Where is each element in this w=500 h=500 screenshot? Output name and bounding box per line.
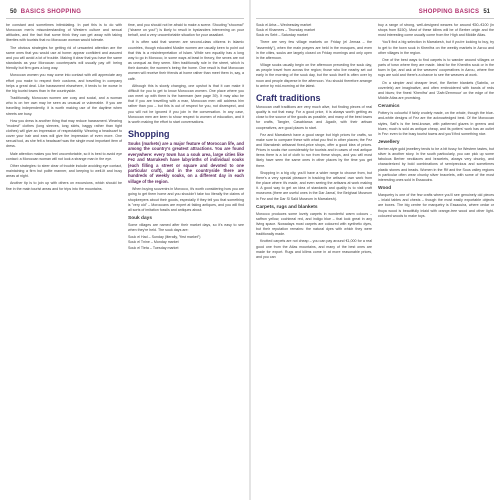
paragraph: be constant and sometimes intimidating. In part this is to do with Moroccan men's misunderstanding of Western culture and sexual attitudes, and the fact that some think they can get away with taking liberties with tourists that no Moroccan woman would tolerate. <box>6 23 122 43</box>
right-columns <box>256 23 494 500</box>
left-column-2 <box>128 23 244 500</box>
right-column-2 <box>378 23 494 500</box>
paragraph: Male attention makes you feel uncomfortable, so it is best to avoid eye contact: a Moroccan woman will not look a strange man in the eye. <box>6 151 122 161</box>
paragraph: Fez and Marrakesh have a good range but high prices for crafts, so make sure to compare these with what you find in other places; the Fez and Marrakesh artisanat fixed-price shops, offer a good idea of prices. Prices in souks rise considerably for tourists and in cases of real antique items there is a lot of cloth to run from these shops, and you will most likely have seen the same ones in other places by the time you get there. <box>256 132 372 168</box>
paragraph: How you dress is another thing that may reduce harassment. Wearing "modest" clothes (long sleeves, long skirts, baggy rather than tight clothes) will give an impression of respectability. Wearing a headscarf to cover your hair and ears will give the impression of even more. One sexual tool, as she felt a headscarf was the single most important item of dress. <box>6 118 122 149</box>
left-running-header <box>6 6 244 19</box>
paragraph: Other strategies: to steer clear of trouble include avoiding eye contact, maintaining a firm but polite manner, and keeping to well-lit and busy areas at night. <box>6 163 122 179</box>
paragraph: Moroccan craft traditions are very much alive, but finding pieces of real quality is not that easy. For a good price, it is always worth getting as close to the source of the goods as possible, and many of the best towns for crafts, Tangier, Casablanca and Agadir, with their artisan cooperatives, are good places to start. <box>256 104 372 130</box>
list-item: Souk el Tnine – Monday market <box>128 240 179 245</box>
ceramics-heading: Ceramics <box>378 104 400 110</box>
paragraph: Shopping in a big city, you'll have a wider range to choose from, but there's a very special pleasure in tracking the artisans' own work from the place where it's made, and even seeing the artisans at work making it. A good way to get an idea of standards and quality is to visit craft museums (there are useful ones in the Dar Jamaï, the Belghazi Museum in Fez and the Dar Si Saïd Museum in Marrakesh). <box>256 170 372 201</box>
craft-traditions-heading: Craft traditions <box>256 92 321 103</box>
list-item: Souk el Arba – Wednesday market <box>256 23 312 27</box>
paragraph: Another tip is to join up with others on excursions, which should be fine in the main tourist areas and for trips into the mountains. <box>6 181 122 191</box>
souk-days-list <box>128 235 244 250</box>
paragraph: You'll find a big selection in Marrakesh, but if you're looking to buy, try to get to the town souk in Khenifra on the weekly markets in Azrou and other villages in the region. <box>378 40 494 55</box>
souk-days-heading: Souk days <box>128 216 152 221</box>
paragraph: It is often said that women are second-class citizens in Islamic countries, though educated Muslim women are usually keen to point out that this is a misinterpretation of Islam. While sex equality has a long way to go in Morocco, in some ways at least in theory, the sexes are not as unequal as they seem. Men traditionally rule in the street, which is their domain; the women's being the home. One result is that Moroccan women will receive their friends at home rather than meet them in, say, a café. <box>128 40 244 81</box>
left-page-number: 50 <box>10 9 17 15</box>
list-item: Souk es Sebt – Saturday market <box>256 33 308 38</box>
souk-days-list-continued <box>256 23 372 38</box>
paragraph: Village souks usually begin on the afternoon preceding the souk day, as people travel from across the region; those who live nearby set out early in the morning of the souk day, but the souk itself is often over by noon and people disperse in the afternoon. You should therefore arrange to arrive by mid-morning at the latest. <box>256 63 372 88</box>
paragraph: Traditionally, Moroccan women are cosy and social, and a woman who is on her own may be seen as unusual or vulnerable. If you are travelling independently, it is worth making use of the daytime when streets are busy. <box>6 96 122 116</box>
right-page <box>250 0 500 500</box>
paragraph: buy a range of strong, well-designed weaves for around €50–€100 (in shops from $150). Most of these kilims will be of Berber origin and the most interesting come usually come from the High and Middle Atlas. <box>378 23 494 38</box>
right-column-1 <box>256 23 372 500</box>
paragraph: When buying souvenirs in Morocco, it's worth considering how you are going to get them home and you shouldn't take too literally the claims of shopkeepers about their goods, especially if they tell you that something is "very old" – Moroccans are expert at faking antiques, and you will find all sorts of imitation fossils and antiques about. <box>128 187 244 212</box>
paragraph: Marquetry is one of the few crafts where you'll see genuinely old pieces – inlaid tables and chests – though the most easily exportable objects are boxes. The big centre for marquetry is Essaouira, where cedar or thuya wood is beautifully inlaid with orange-tree wood and other light-coloured woods to make toys. <box>378 193 494 218</box>
paragraph: Knotted carpets are not cheap – you can pay around €1,000 for a real good one from the Atlas mountains, and many of the best ones are made for export. Rugs and kilims come in at more reasonable prices, and you can <box>256 239 372 259</box>
paragraph: Although this is slowly changing, one upshot is that it can make it difficult for you to get to know Moroccan women. One place where you can meet up with them is the hammam (see page 39). It may also be that if you are travelling with a man, Moroccan men will address him rather than you – but this is out of respect for you, not disrespect, and you will not be ignored if you join in the conversation. In any case, Moroccan men are keen to show respect to women of education, and it is worth making the effort to start conversations. <box>128 83 244 124</box>
paragraph: time, and you should not be afraid to make a scene. Shouting "shooma!" ("shame on you!") is likely to result in bystanders intervening on your behalf, and a very uncomfortable situation for your assailant. <box>128 23 244 38</box>
carpets-heading: Carpets, rugs and blankets <box>256 204 318 210</box>
wood-heading: Wood <box>378 186 392 192</box>
left-section-title: BASICS SHOPPING <box>20 9 82 15</box>
paragraph: There are very few village markets on Friday (el Jemaa – the "assembly"), when the main prayers are held in the mosques, and even in the cities, souks are largely closed on Friday mornings and only open in the afternoon. <box>256 40 372 60</box>
jewellery-heading: Jewellery <box>378 139 400 145</box>
paragraph: The obvious strategies for getting rid of unwanted attention are the same ones that you would use at home: appear confident and assured and you will avoid a lot of trouble. Making it clear that you have the same standards as your Moroccan counterparts will usually pay off: being friendly but firm goes a long way. <box>6 45 122 71</box>
paragraph: Some villages are named after their market days, so it's easy to see when they're held. The souk days are: <box>128 223 244 233</box>
paragraph: Berber-style gold jewellery tends to be a bit fussy for Western tastes, but silver is another story. In the south particularly, you can pick up some fabulous Berber necklaces and bracelets, always very chunky, and characterized by bold combinations of semiprecious and sometimes plastic stones and beads. Women in the Rif and the Sous valley regions in particular often wear chunky silver bracelets, with some of the most interesting ones sold in Essaouira. <box>378 146 494 182</box>
left-columns <box>6 23 244 500</box>
paragraph: Pottery is colourful if fairly crudely made, on the whole, though the blue-and-white designs of Fez are the acknowledged best. Of the Moroccan styles, Safi's is the best-known, with patterned glazes in greens and blues; much is sold as antique cheap, and its potters' work has an outlet in Fez: even to the busy tourist towns and you'll find something nice. <box>378 111 494 136</box>
list-item: Souk el Khamees – Thursday market <box>256 28 316 33</box>
left-column-1 <box>6 23 122 500</box>
paragraph: One of the best ways to find carpets is to wander around villages or parts of town where they are made. Ideal for the Khenifra souk or in the town in Ijar, and ask at the weavers' cooperatives in Azrou, where fine rugs are sold and there's a chance to see the weavers at work. <box>378 57 494 78</box>
paragraph: Morocco produces some lovely carpets in wonderful warm colours – saffron yellow, cochineal red, and indigo blue – that look great in any living space. Nowadays most carpets are coloured with synthetic dyes, but their reputation remains: the natural dyes with which they were traditionally made. <box>256 211 372 237</box>
right-page-number: 51 <box>483 9 490 15</box>
paragraph: Moroccan women you may come into contact with will appreciate any effort you make to respect their customs, and travelling in company helps a great deal. Like harassment elsewhere, it tends to be worse in the big tourist towns than in the countryside. <box>6 73 122 93</box>
right-section-title: SHOPPING BASICS <box>418 9 480 15</box>
shopping-heading: Shopping <box>128 128 170 139</box>
list-item: Souk el Had – Sunday (literally, "first market") <box>128 235 201 240</box>
shopping-lead: Souks (markets) are a major feature of Moroccan life, and among the country's greatest attractions. You are found everywhere: every town has a souk area, large cities like Fez and Marrakesh have labyrinths of individual souks (each filling a street or square and devoted to one particular craft), and in the countryside there are hundreds of weekly souks, on a different day in each village of the region. <box>128 140 244 184</box>
paragraph: On a simpler and cheaper level, the Berber blankets (Sabrila, or coverlets) are imaginative, and often embroidered with bands of reds and blues; the finest 'Khenifra' and 'Zaër/Zemmour' on the edge of the Middle Atlas are promising. <box>378 80 494 101</box>
list-item: Souk el Tleta – Tuesday market <box>128 245 179 250</box>
right-running-header <box>256 6 494 19</box>
